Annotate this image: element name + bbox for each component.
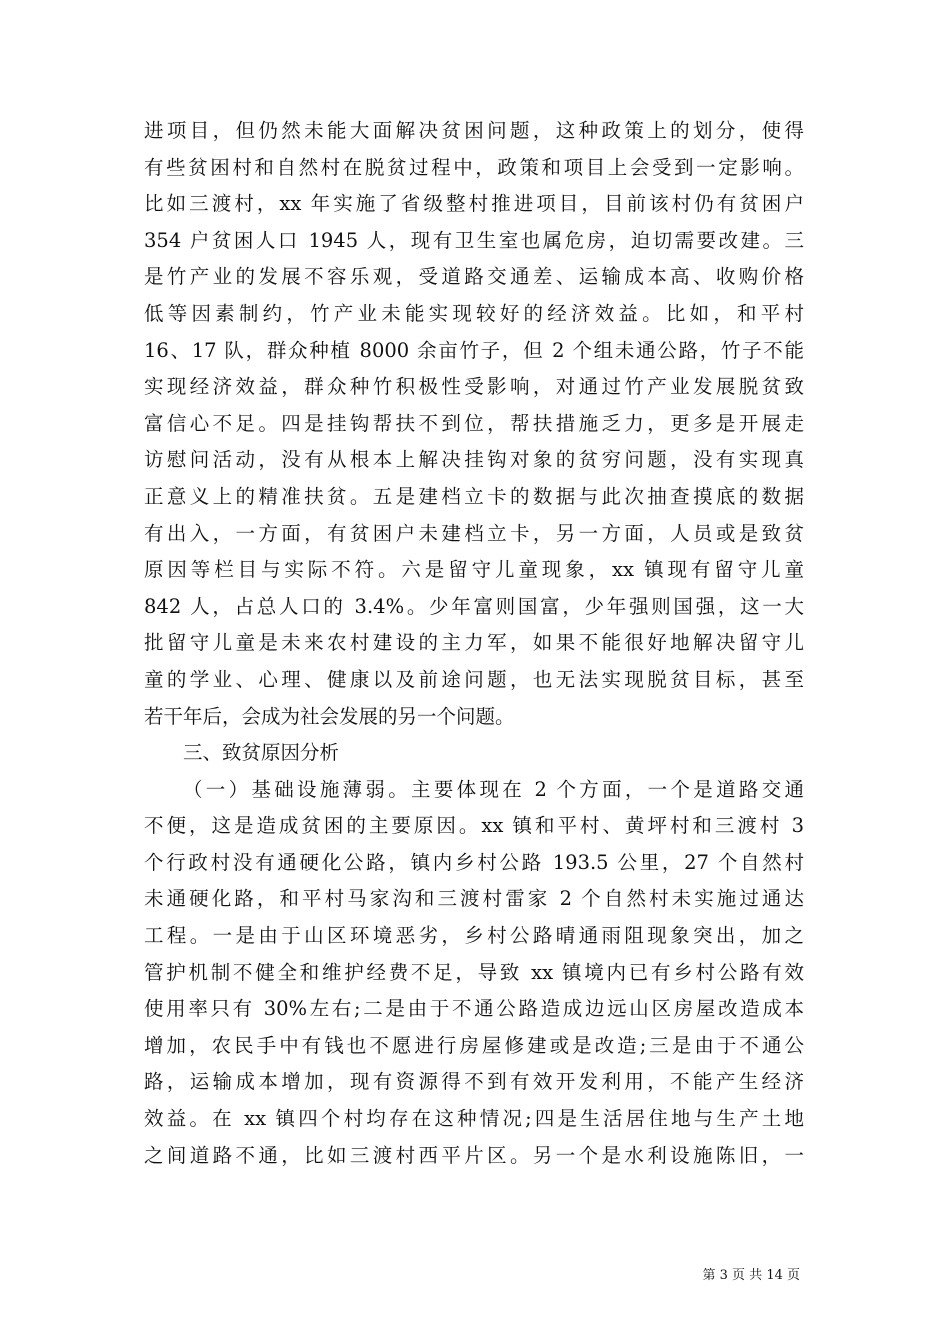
text-line: 批留守儿童是未来农村建设的主力军，如果不能很好地解决留守儿 <box>144 631 804 655</box>
text-line: 管护机制不健全和维护经费不足，导致 xx 镇境内已有乡村公路有效 <box>144 960 804 984</box>
text-line: 有些贫困村和自然村在脱贫过程中，政策和项目上会受到一定影响。 <box>144 155 804 179</box>
text-line: 工程。一是由于山区环境恶劣，乡村公路晴通雨阻现象突出，加之 <box>144 924 804 948</box>
section-heading: 三、致贫原因分析 <box>183 741 340 765</box>
text-line: 不便，这是造成贫困的主要原因。xx 镇和平村、黄坪村和三渡村 3 <box>144 814 804 838</box>
text-line: 使用率只有 30%左右;二是由于不通公路造成边远山区房屋改造成本 <box>144 997 804 1021</box>
text-line: 增加，农民手中有钱也不愿进行房屋修建或是改造;三是由于不通公 <box>144 1033 804 1057</box>
text-line: 354 户贫困人口 1945 人，现有卫生室也属危房，迫切需要改建。三 <box>144 228 804 252</box>
paragraph-infrastructure <box>144 772 804 1175</box>
text-line: 童的学业、心理、健康以及前途问题，也无法实现脱贫目标，甚至 <box>144 667 804 691</box>
text-line: 低等因素制约，竹产业未能实现较好的经济效益。比如，和平村 <box>144 301 804 325</box>
text-line: 有出入，一方面，有贫困户未建档立卡，另一方面，人员或是致贫 <box>144 521 804 545</box>
paragraph-poverty-issues <box>144 113 804 735</box>
text-line: 进项目，但仍然未能大面解决贫困问题，这种政策上的划分，使得 <box>144 119 804 142</box>
text-line: 富信心不足。四是挂钩帮扶不到位，帮扶措施乏力，更多是开展走 <box>144 411 804 435</box>
text-line: 比如三渡村，xx 年实施了省级整村推进项目，目前该村仍有贫困户 <box>144 192 804 216</box>
text-line: 正意义上的精准扶贫。五是建档立卡的数据与此次抽查摸底的数据 <box>144 484 804 508</box>
text-line: （一）基础设施薄弱。主要体现在 2 个方面，一个是道路交通 <box>183 777 804 801</box>
text-line: 未通硬化路，和平村马家沟和三渡村雷家 2 个自然村未实施过通达 <box>144 887 804 911</box>
text-line: 个行政村没有通硬化公路，镇内乡村公路 193.5 公里，27 个自然村 <box>144 850 804 874</box>
page-number-footer: 第 3 页 共 14 页 <box>702 1268 800 1283</box>
text-line: 若干年后，会成为社会发展的另一个问题。 <box>144 704 515 728</box>
text-line: 效益。在 xx 镇四个村均存在这种情况;四是生活居住地与生产土地 <box>144 1107 804 1131</box>
text-line: 访慰问活动，没有从根本上解决挂钩对象的贫穷问题，没有实现真 <box>144 448 804 472</box>
text-line: 原因等栏目与实际不符。六是留守儿童现象，xx 镇现有留守儿童 <box>144 558 804 582</box>
text-line: 之间道路不通，比如三渡村西平片区。另一个是水利设施陈旧，一 <box>144 1143 804 1167</box>
text-line: 路，运输成本增加，现有资源得不到有效开发利用，不能产生经济 <box>144 1070 804 1094</box>
text-line: 16、17 队，群众种植 8000 余亩竹子，但 2 个组未通公路，竹子不能 <box>144 338 804 362</box>
text-line: 是竹产业的发展不容乐观，受道路交通差、运输成本高、收购价格 <box>144 265 804 289</box>
body-text <box>144 113 804 1174</box>
text-line: 842 人，占总人口的 3.4%。少年富则国富，少年强则国强，这一大 <box>144 594 804 618</box>
text-line: 实现经济效益，群众种竹积极性受影响，对通过竹产业发展脱贫致 <box>144 375 804 399</box>
